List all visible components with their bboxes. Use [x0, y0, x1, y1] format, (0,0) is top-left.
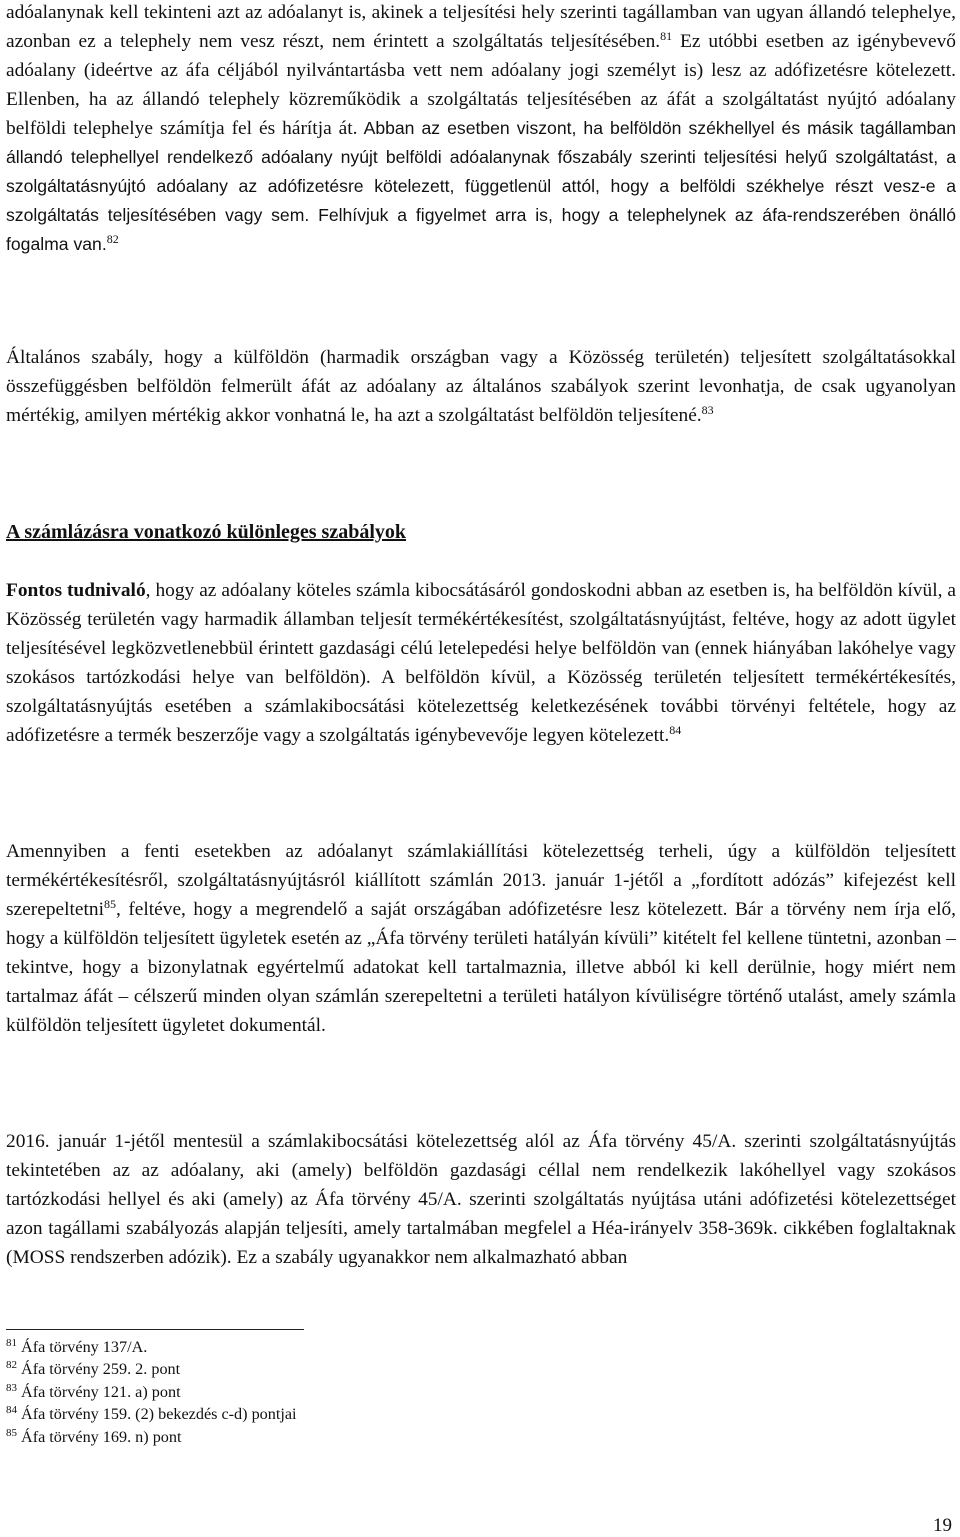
paragraph-text: Amennyiben a fenti esetekben az adóalanyt számlakiállítási kötelezettség terheli, úgy a külföldön teljesített termékértékesítésről, szolgáltatásnyújtásról kiállított számlán 2013. január 1-jétől a „fordított adózás” kifejezést kell szerepeltetni — [6, 841, 956, 920]
footnote-81 — [6, 1336, 706, 1358]
footnote-83 — [6, 1381, 706, 1403]
footnote-text: Áfa törvény 169. n) pont — [21, 1427, 182, 1446]
paragraph-text: Ez utóbbi esetben az igénybevevő adóalany (ideértve az áfa céljából nyilvántartásba vett nem adóalany jogi személyt is) lesz az adófizetésre kötelezett. Ellenben, ha az állandó telephely közreműködik a szolgáltatás teljesítésében az áfát a szolgáltatást nyújtó adóalany belföldi telephelye számítja fel és hárítja át. — [6, 31, 957, 139]
paragraph-text-sans: Abban az esetben viszont, ha belföldön székhellyel és másik tagállamban állandó telephellyel rendelkező adóalany nyújt belföldi adóalanynak főszabály szerinti teljesítési helyű szolgáltatást, a szolgáltatásnyújtó adóalany az adófizetésre kötelezett, függetlenül attól, hogy a belföldi székhelye részt vesz-e a szolgáltatás teljesítésében vagy sem. Felhívjuk a figyelmet arra is, hogy a telephelynek az áfa-rendszerében önálló fogalma van. — [6, 118, 957, 254]
footnote-ref-81: 81 — [660, 29, 673, 43]
footnote-ref-83: 83 — [701, 403, 714, 417]
footnote-85 — [6, 1426, 706, 1448]
paragraph-text: 2016. január 1-jétől mentesül a számlakibocsátási kötelezettség alól az Áfa törvény 45/A. szerinti szolgáltatásnyújtás tekintetében az az adóalany, aki (amely) belföldön gazdasági céllal nem rendelkezik lakóhellyel vagy szokásos tartózkodási hellyel és aki (amely) az Áfa törvény 45/A. szerinti szolgáltatás nyújtása utáni adófizetési kötelezettséget azon tagállami szabályozás alapján teljesíti, amely tartalmában megfelel a Héa-irányelv 358-369k. cikkében foglaltaknak (MOSS rendszerben adózik). Ez a szabály ugyanakkor nem alkalmazható abban — [6, 1131, 956, 1268]
footnote-number: 84 — [6, 1404, 17, 1417]
bold-lead: Fontos tudnivaló — [6, 580, 146, 601]
paragraph-text: adóalanynak kell tekinteni azt az adóalanyt is, akinek a teljesítési hely szerinti tagállamban van ugyan állandó telephelye, azonban ez a telephely nem vesz részt, nem érintett a szolgáltatás teljesítésében. — [6, 2, 956, 52]
paragraph-text: , hogy az adóalany köteles számla kibocsátásáról gondoskodni abban az esetben is, ha belföldön kívül, a Közösség területén vagy harmadik államban teljesít termékértékesítést, szolgáltatásnyújtást, feltéve, hogy az adott ügylet teljesítésével legközvetlenebbül érintett gazdasági célú letelepedési helye belföldön van (ennek hiányában lakóhelye vagy szokásos tartózkodási helye van belföldön). A belföldön kívül, a Közösség területén teljesített termékértékesítés, szolgáltatásnyújtás esetében a számlakibocsátási kötelezettség keletkezésének további törvényi feltétele, hogy az adófizetésre a termék beszerzője vagy a szolgáltatás igénybevevője legyen kötelezett. — [6, 580, 956, 746]
paragraph-text: , feltéve, hogy a megrendelő a saját országában adófizetésre lesz kötelezett. Bár a törvény nem írja elő, hogy a külföldön teljesített ügyletek esetén az „Áfa törvény területi hatályán kívüli” kitételt fel kellene tüntetni, azonban – tekintve, hogy a bizonylatnak egyértelmű adatokat kell tartalmaznia, illetve abból ki kell derülnie, hogy miért nem tartalmaz áfát – célszerű minden olyan számlán szerepeltetni a területi hatályon kívüliségre történő utalást, amely számla külföldön teljesített ügyletet dokumentál. — [6, 899, 956, 1036]
page-number: 19 — [933, 1515, 952, 1536]
footnote-82 — [6, 1358, 706, 1380]
footnote-ref-84: 84 — [669, 723, 682, 737]
footnotes — [6, 1336, 706, 1448]
paragraph-telephely — [6, 0, 956, 259]
footnote-number: 85 — [6, 1426, 17, 1439]
section-heading: A számlázásra vonatkozó különleges szabályok — [6, 521, 407, 543]
footnote-number: 83 — [6, 1381, 17, 1394]
footnote-ref-85: 85 — [103, 897, 116, 911]
footnote-84 — [6, 1403, 706, 1425]
paragraph-altalanos-szabaly — [6, 343, 956, 430]
footnote-text: Áfa törvény 137/A. — [21, 1338, 148, 1356]
paragraph-2016-mentesul — [6, 1127, 956, 1272]
footnote-number: 82 — [6, 1359, 17, 1372]
footnote-ref-82: 82 — [106, 232, 119, 246]
paragraph-forditott-adozas — [6, 837, 956, 1040]
footnote-divider — [6, 1329, 304, 1330]
paragraph-text: Általános szabály, hogy a külföldön (harmadik országban vagy a Közösség területén) teljesített szolgáltatásokkal összefüggésben belföldön felmerült áfát az adóalany az általános szabályok szerint levonhatja, de csak ugyanolyan mértékig, amilyen mértékig akkor vonhatná le, ha azt a szolgáltatást belföldön teljesítené. — [6, 347, 956, 426]
footnote-number: 81 — [6, 1337, 17, 1349]
footnote-text: Áfa törvény 259. 2. pont — [21, 1360, 181, 1379]
paragraph-fontos-tudnivalo — [6, 576, 956, 750]
footnote-text: Áfa törvény 121. a) pont — [21, 1382, 181, 1401]
footnote-text: Áfa törvény 159. (2) bekezdés c-d) pontjai — [21, 1405, 297, 1424]
